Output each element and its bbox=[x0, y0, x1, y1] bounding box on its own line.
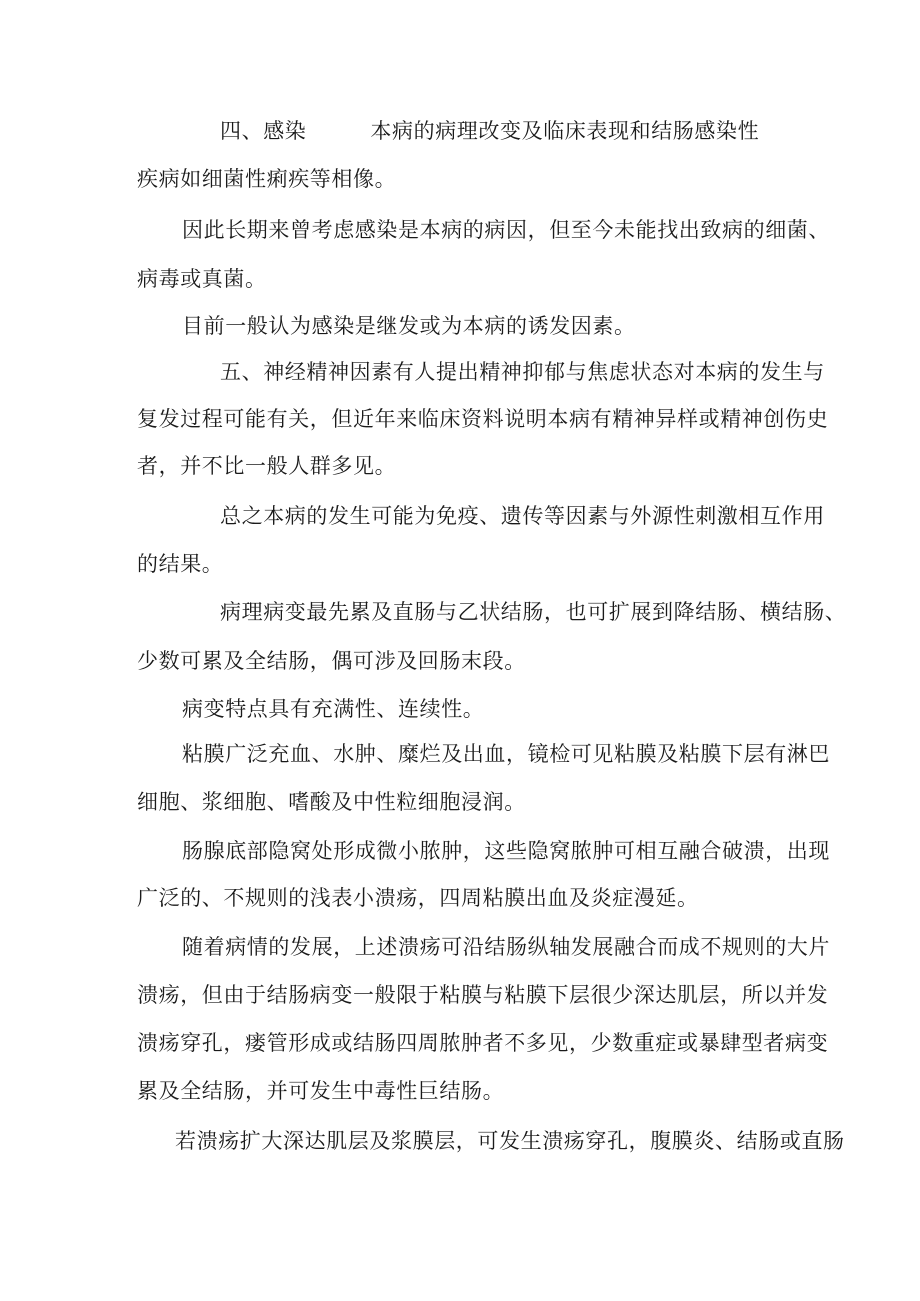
text-line-18: 随着病情的发展，上述溃疡可沿结肠纵轴发展融合而成不规则的大片 bbox=[182, 935, 830, 959]
text-line-1 bbox=[220, 116, 759, 146]
text-line-2: 疾病如细菌性痢疾等相像。 bbox=[137, 167, 397, 191]
text-line-6: 五、神经精神因素有人提出精神抑郁与焦虑状态对本病的发生与 bbox=[220, 360, 825, 384]
text-line-19: 溃疡，但由于结肠病变一般限于粘膜与粘膜下层很少深达肌层，所以并发 bbox=[137, 983, 829, 1007]
text-line-15: 细胞、浆细胞、嗜酸及中性粒细胞浸润。 bbox=[137, 790, 526, 814]
text-line-20: 溃疡穿孔，瘘管形成或结肠四周脓肿者不多见，少数重症或暴肆型者病变 bbox=[137, 1031, 829, 1055]
text-line-10: 的结果。 bbox=[137, 552, 224, 576]
text-line-13: 病变特点具有充满性、连续性。 bbox=[182, 697, 485, 721]
text-line-7: 复发过程可能有关，但近年来临床资料说明本病有精神异样或精神创伤史 bbox=[137, 407, 829, 431]
line-text: 本病的病理改变及临床表现和结肠感染性 bbox=[370, 119, 760, 143]
text-line-12: 少数可累及全结肠，偶可涉及回肠末段。 bbox=[137, 649, 526, 673]
text-line-8: 者，并不比一般人群多见。 bbox=[137, 454, 397, 478]
text-line-16: 肠腺底部隐窝处形成微小脓肿，这些隐窝脓肿可相互融合破溃，出现 bbox=[182, 839, 830, 863]
section-heading-infection: 四、感染 bbox=[220, 119, 307, 143]
text-line-9: 总之本病的发生可能为免疫、遗传等因素与外源性刺激相互作用 bbox=[220, 504, 825, 528]
text-line-5: 目前一般认为感染是继发或为本病的诱发因素。 bbox=[182, 314, 636, 338]
text-line-4: 病毒或真菌。 bbox=[137, 267, 267, 291]
text-line-17: 广泛的、不规则的浅表小溃疡，四周粘膜出血及炎症漫延。 bbox=[137, 886, 699, 910]
text-line-11: 病理病变最先累及直肠与乙状结肠，也可扩展到降结肠、横结肠、 bbox=[220, 600, 847, 624]
text-line-14: 粘膜广泛充血、水肿、糜烂及出血，镜检可见粘膜及粘膜下层有淋巴 bbox=[182, 742, 830, 766]
text-line-3: 因此长期来曾考虑感染是本病的病因，但至今未能找出致病的细菌、 bbox=[182, 218, 830, 242]
text-line-22: 若溃疡扩大深达肌层及浆膜层，可发生溃疡穿孔，腹膜炎、结肠或直肠 bbox=[175, 1129, 845, 1153]
text-line-21: 累及全结肠，并可发生中毒性巨结肠。 bbox=[137, 1079, 505, 1103]
